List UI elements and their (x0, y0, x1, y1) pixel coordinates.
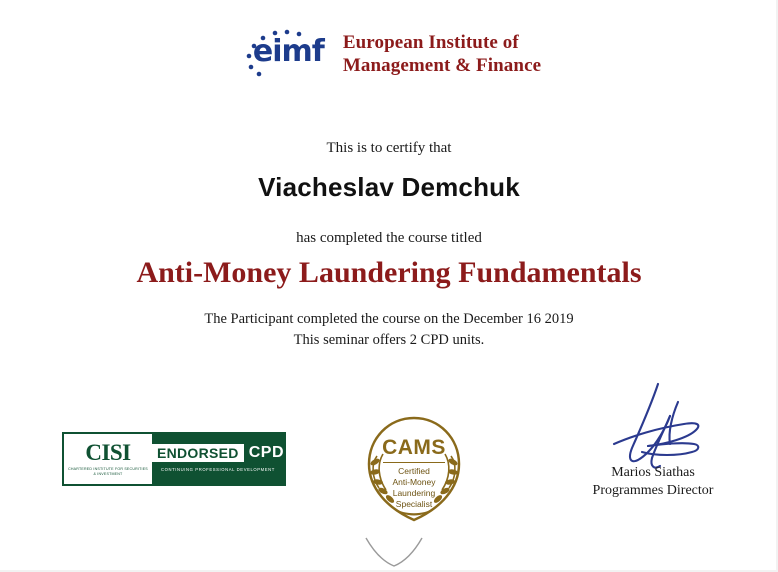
cisi-logo-block (64, 434, 152, 484)
completion-date-line: The Participant completed the course on the December 16 2019 (204, 311, 574, 327)
cisi-endorsed-cpd-badge (62, 432, 286, 486)
cisi-tagline: CONTINUING PROFESSIONAL DEVELOPMENT (161, 466, 275, 472)
cams-title: CAMS (382, 436, 446, 459)
eimf-wordmark: eimf (252, 34, 324, 69)
organization-name-line1: European Institute of (342, 31, 519, 53)
cisi-subtitle: CHARTERED INSTITUTE FOR SECURITIES & INVESTMENT (68, 467, 148, 476)
cams-line-3: Laundering (392, 487, 436, 498)
partial-seal-icon (362, 536, 426, 572)
cams-description (355, 466, 473, 510)
completed-line: has completed the course titled (296, 230, 482, 246)
cams-text-block (355, 412, 473, 510)
cams-line-4: Specialist (395, 498, 433, 509)
signatory-block (528, 464, 778, 500)
eimf-logo-mark (237, 28, 333, 80)
cams-line-2: Anti-Money (392, 476, 436, 487)
cisi-cpd-label: CPD (248, 443, 284, 461)
cisi-endorsement-block (152, 434, 284, 484)
cams-line-1: Certified (398, 466, 430, 476)
bottom-partial-seal (362, 536, 426, 572)
organization-name-line2: Management & Finance (342, 55, 542, 76)
cpd-units-line: This seminar offers 2 CPD units. (293, 332, 485, 349)
signatory-name: Marios Siathas (611, 465, 695, 480)
completion-details (0, 309, 778, 351)
organization-logo (0, 28, 778, 80)
recipient-name: Viacheslav Demchuk (258, 172, 520, 202)
certify-line: This is to certify that (326, 140, 452, 156)
cams-divider (383, 462, 445, 463)
course-title: Anti-Money Laundering Fundamentals (136, 256, 642, 289)
cisi-logo-text: CISI (85, 440, 131, 466)
cisi-endorsed-label: ENDORSED (152, 444, 244, 462)
organization-name (343, 31, 541, 77)
signatory-role: Programmes Director (592, 483, 714, 499)
cams-seal-badge (355, 412, 473, 530)
